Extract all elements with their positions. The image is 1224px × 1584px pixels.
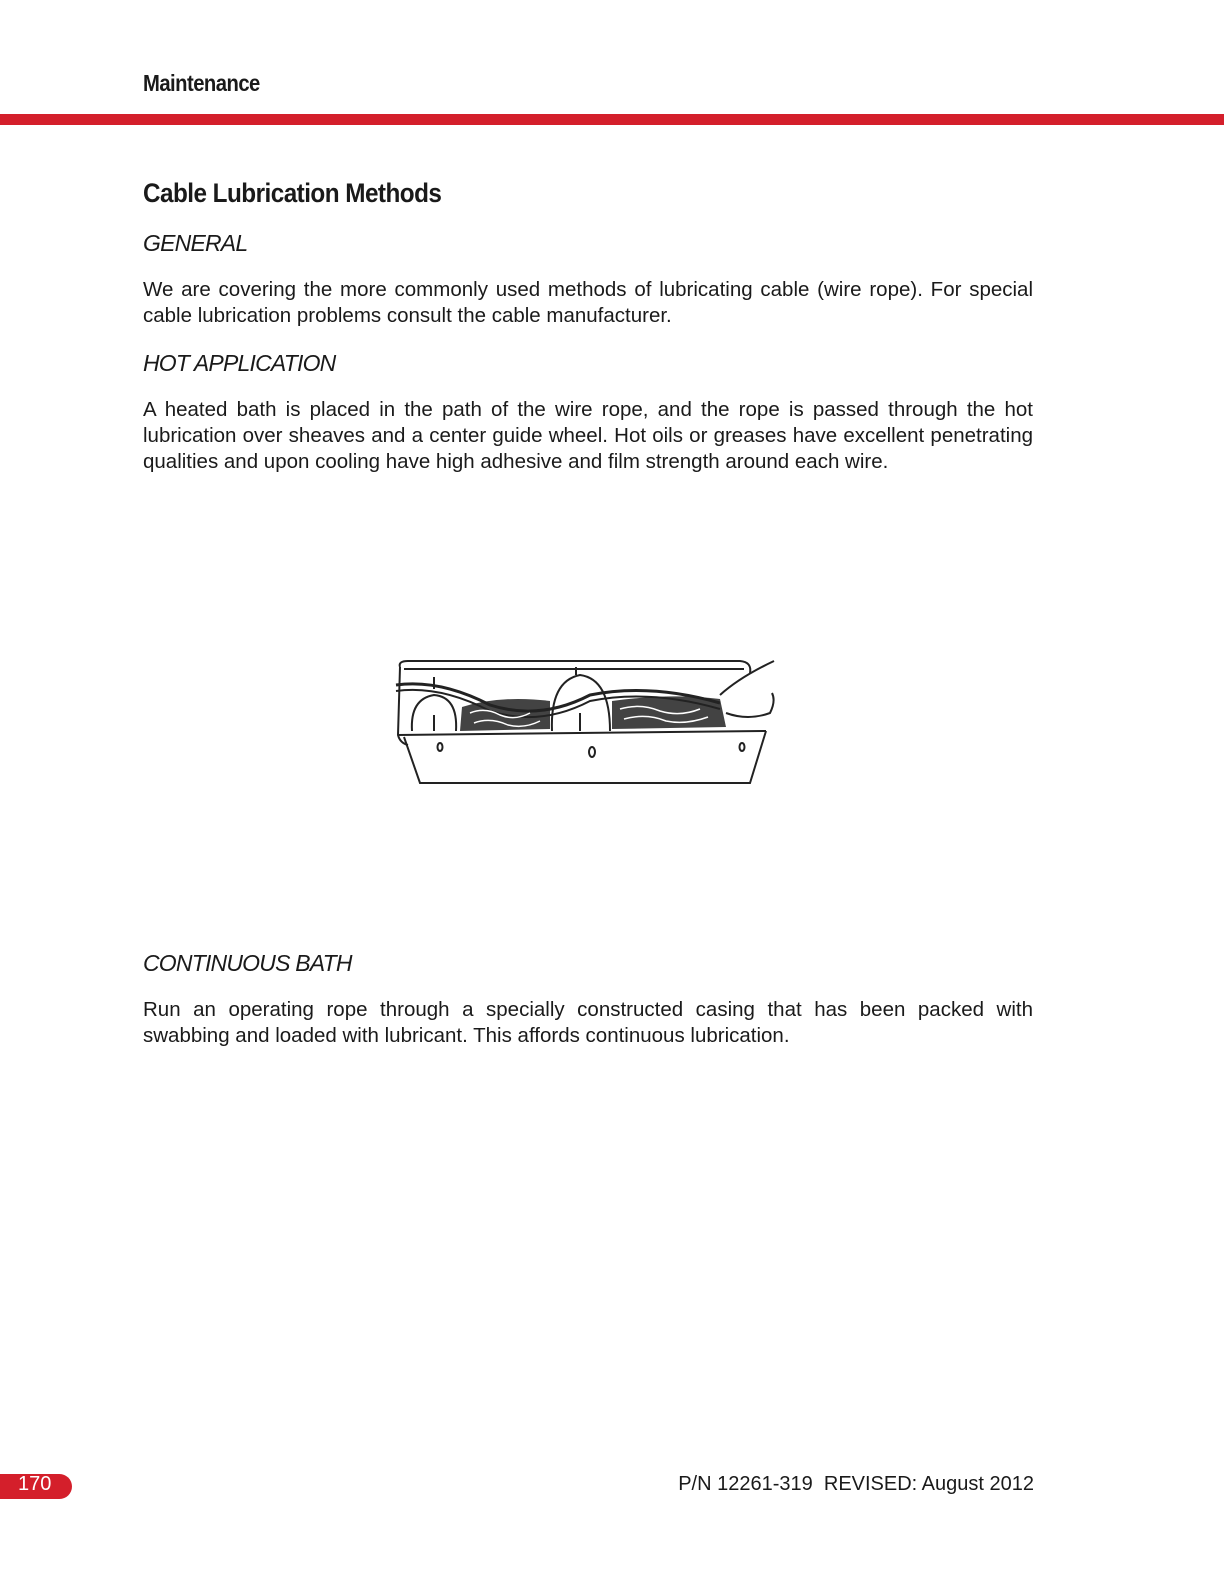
- general-heading: GENERAL: [143, 230, 248, 256]
- running-header: Maintenance: [143, 70, 260, 96]
- general-paragraph: We are covering the more commonly used methods of lubricating cable (wire rope). For special cable lubrication problems consult the cable manufacturer.: [143, 278, 1033, 327]
- section-title: Cable Lubrication Methods: [143, 178, 442, 208]
- hot-application-heading: HOT APPLICATION: [143, 350, 336, 376]
- continuous-bath-paragraph: Run an operating rope through a specially constructed casing that has been packed with swabbing and loaded with lubricant. This affords continuous lubrication.: [143, 998, 1033, 1047]
- page-number: 170: [18, 1473, 52, 1495]
- hot-application-paragraph: A heated bath is placed in the path of the wire rope, and the rope is passed through the hot lubrication over sheaves and a center guide wheel. Hot oils or greases have excellent penetrating qualities and upon cooling have high adhesive and film strength around each wire.: [143, 398, 1033, 473]
- footer-part-info: P/N 12261-319 REVISED: August 2012: [678, 1473, 1034, 1495]
- continuous-bath-heading: CONTINUOUS BATH: [143, 950, 352, 976]
- heated-bath-illustration: [390, 655, 780, 790]
- header-rule: [0, 114, 1224, 125]
